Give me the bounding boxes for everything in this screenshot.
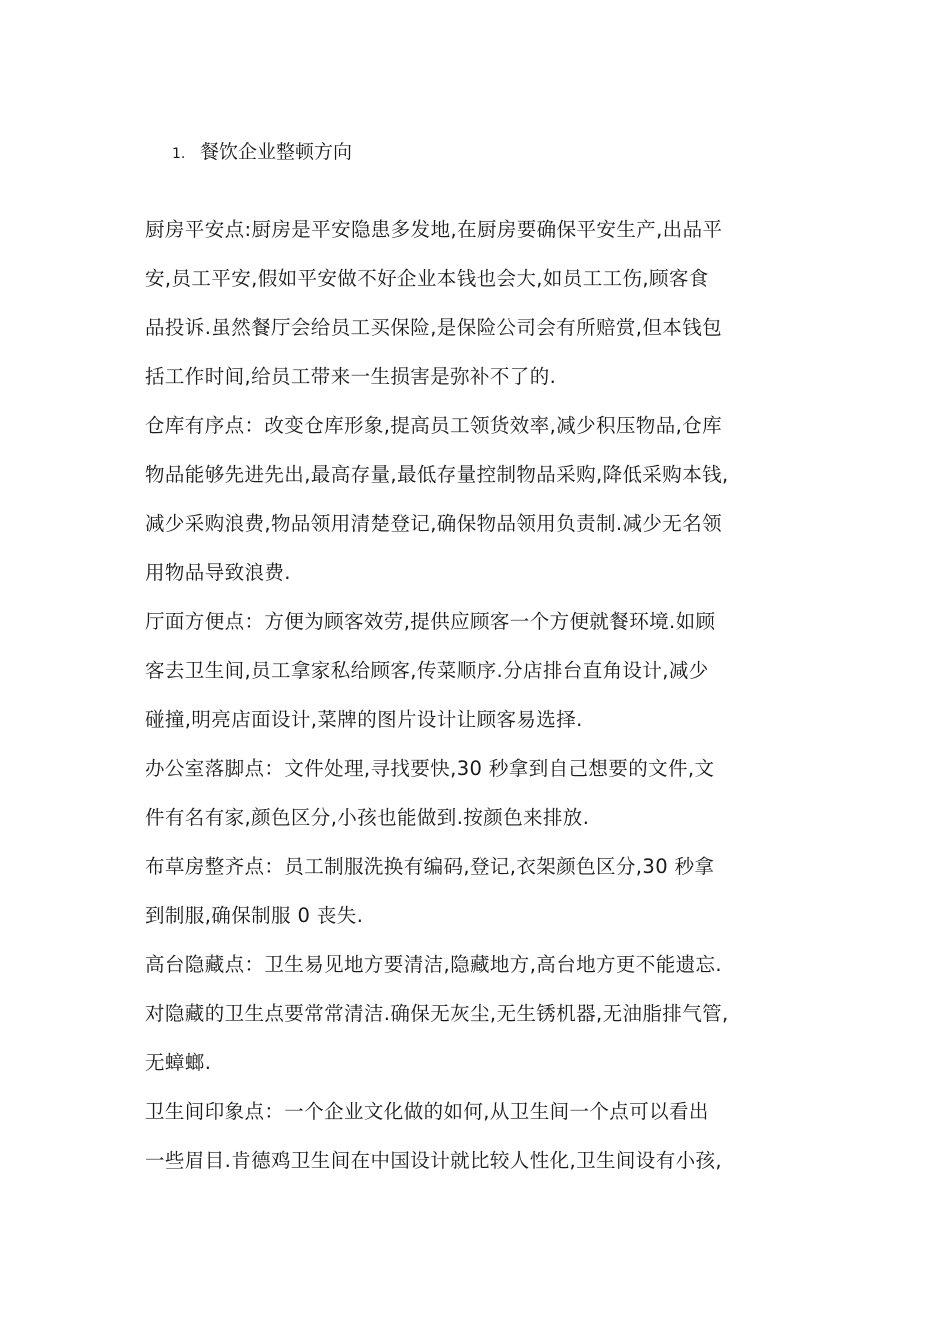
text-line: 安,员工平安,假如平安做不好企业本钱也会大,如员工工伤,顾客食 — [145, 267, 709, 290]
section-heading — [172, 138, 352, 168]
text-line: 物品能够先进先出,最高存量,最低存量控制物品采购,降低采购本钱, — [145, 463, 729, 486]
heading-title: 餐饮企业整顿方向 — [200, 141, 353, 163]
paragraph-dining-hall — [145, 597, 825, 744]
paragraph-office — [145, 744, 825, 842]
text-line: 减少采购浪费,物品领用清楚登记,确保物品领用负责制.减少无名领 — [145, 512, 722, 535]
text-line: 件有名有家,颜色区分,小孩也能做到.按颜色来排放. — [145, 806, 590, 829]
text-line: 客去卫生间,员工拿家私给顾客,传菜顺序.分店排台直角设计,减少 — [145, 659, 709, 682]
text-line: 括工作时间,给员工带来一生损害是弥补不了的. — [145, 365, 557, 388]
text-line: 卫生间印象点：一个企业文化做的如何,从卫生间一个点可以看出 — [145, 1100, 709, 1123]
text-line: 布草房整齐点：员工制服洗换有编码,登记,衣架颜色区分,30 秒拿 — [145, 855, 715, 878]
text-line: 对隐藏的卫生点要常常清洁.确保无灰尘,无生锈机器,无油脂排气管, — [145, 1002, 729, 1025]
document-body — [145, 205, 825, 1185]
text-line: 厨房平安点:厨房是平安隐患多发地,在厨房要确保平安生产,出品平 — [145, 218, 723, 241]
heading-number: 1. — [172, 146, 186, 162]
text-line: 到制服,确保制服 0 丧失. — [145, 904, 364, 927]
text-line: 碰撞,明亮店面设计,菜牌的图片设计让顾客易选择. — [145, 708, 583, 731]
paragraph-warehouse — [145, 401, 825, 597]
paragraph-restroom — [145, 1087, 825, 1185]
text-line: 用物品导致浪费. — [145, 561, 291, 584]
text-line: 高台隐藏点：卫生易见地方要清洁,隐藏地方,高台地方更不能遗忘. — [145, 953, 722, 976]
paragraph-high-places — [145, 940, 825, 1087]
paragraph-kitchen — [145, 205, 825, 401]
text-line: 办公室落脚点：文件处理,寻找要快,30 秒拿到自己想要的文件,文 — [145, 757, 715, 780]
text-line: 一些眉目.肯德鸡卫生间在中国设计就比较人性化,卫生间设有小孩, — [145, 1149, 722, 1172]
text-line: 品投诉.虽然餐厅会给员工买保险,是保险公司会有所赔赏,但本钱包 — [145, 316, 722, 339]
paragraph-linen-room — [145, 842, 825, 940]
text-line: 仓库有序点：改变仓库形象,提高员工领货效率,减少积压物品,仓库 — [145, 414, 722, 437]
text-line: 无蟑螂. — [145, 1051, 212, 1074]
text-line: 厅面方便点：方便为顾客效劳,提供应顾客一个方便就餐环境.如顾 — [145, 610, 716, 633]
